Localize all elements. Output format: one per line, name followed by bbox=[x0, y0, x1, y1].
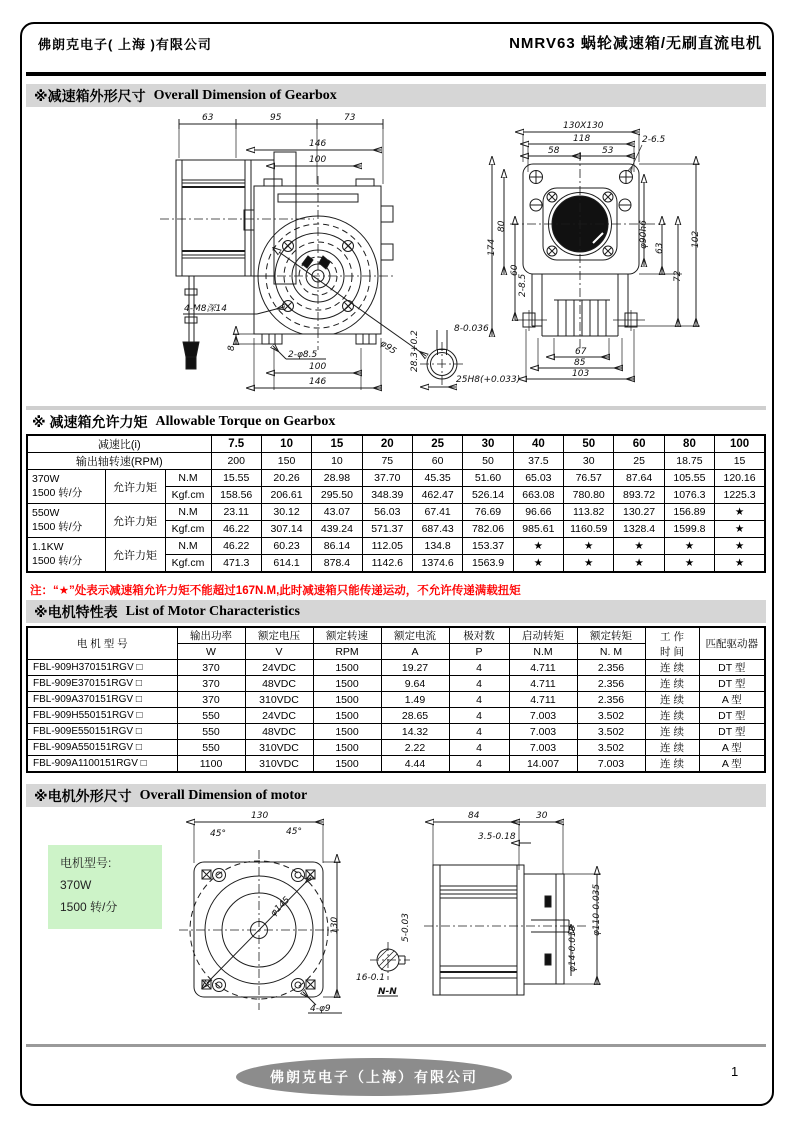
unit-cell: Kgf.cm bbox=[165, 521, 211, 538]
table-row bbox=[27, 756, 765, 773]
motor-shaft-section bbox=[356, 913, 411, 997]
cell: 550 bbox=[177, 724, 245, 740]
cell: 48VDC bbox=[245, 676, 313, 692]
cell: 1500 bbox=[313, 756, 381, 773]
cell: 4.711 bbox=[509, 676, 577, 692]
dim-3_5: 3.5-0.18 bbox=[478, 832, 516, 842]
cell: 37.70 bbox=[362, 470, 412, 487]
torque-label-cell: 允许力矩 bbox=[105, 538, 165, 573]
cell: 105.55 bbox=[664, 470, 714, 487]
cell: 200 bbox=[211, 453, 261, 470]
dim-100-top: 100 bbox=[309, 155, 327, 165]
torque-label-cell: 允许力矩 bbox=[105, 504, 165, 538]
cell: 24VDC bbox=[245, 660, 313, 676]
cell: 158.56 bbox=[211, 487, 261, 504]
cell: ★ bbox=[715, 538, 765, 555]
dim-174: 174 bbox=[487, 238, 497, 256]
dim-key-5: 5-0.03 bbox=[401, 912, 411, 942]
cell: 51.60 bbox=[463, 470, 513, 487]
cell: ★ bbox=[564, 538, 614, 555]
header-rated-torque: 额定转矩 bbox=[577, 627, 645, 644]
unit-cell: V bbox=[245, 644, 313, 660]
cell: 439.24 bbox=[312, 521, 362, 538]
dim-80: 80 bbox=[497, 220, 507, 232]
page-number: 1 bbox=[731, 1064, 739, 1079]
cell: 24VDC bbox=[245, 708, 313, 724]
power-cell bbox=[27, 470, 105, 504]
dim-bore-25: 25H8(+0.033) bbox=[456, 375, 521, 385]
cell: 206.61 bbox=[261, 487, 311, 504]
dim-72: 72 bbox=[673, 270, 683, 282]
dim-146-top: 146 bbox=[309, 139, 327, 149]
header-poles: 极对数 bbox=[449, 627, 509, 644]
dim-8: 8 bbox=[227, 345, 237, 351]
cell: 1500 bbox=[313, 676, 381, 692]
dim-58: 58 bbox=[548, 146, 560, 156]
callout-4-m8: 4-M8深14 bbox=[184, 304, 227, 314]
motor-side-view bbox=[424, 811, 602, 995]
cell: 2.356 bbox=[577, 692, 645, 708]
cell: 370 bbox=[177, 660, 245, 676]
cell: 1374.6 bbox=[412, 555, 462, 573]
cell: 4.711 bbox=[509, 692, 577, 708]
dim-84: 84 bbox=[468, 811, 480, 821]
dim-shaft-14: φ14-0.018 bbox=[568, 925, 578, 972]
table-row bbox=[27, 708, 765, 724]
cell: 20 bbox=[362, 435, 412, 453]
motor-front-view bbox=[179, 811, 342, 1014]
motor-model-speed: 1500 转/分 bbox=[60, 900, 118, 915]
cell: A 型 bbox=[699, 756, 765, 773]
header-driver: 匹配驱动器 bbox=[699, 627, 765, 660]
unit-cell: Kgf.cm bbox=[165, 555, 211, 573]
cell: 15 bbox=[715, 453, 765, 470]
cell: DT 型 bbox=[699, 708, 765, 724]
cell: 3.502 bbox=[577, 740, 645, 756]
table-row bbox=[27, 504, 765, 521]
footer-rule bbox=[26, 1044, 766, 1047]
torque-note: 注：“★”处表示减速箱允许力矩不能超过167N.M,此时减速箱只能传递运动，不允许传递满载扭矩 bbox=[30, 585, 521, 597]
cell: 1500 bbox=[313, 660, 381, 676]
cell-model: FBL-909E550151RGV □ bbox=[27, 724, 177, 740]
dim-90h6: φ90h6 bbox=[639, 220, 649, 249]
angle-45-left: 45° bbox=[210, 829, 226, 839]
cell: 985.61 bbox=[513, 521, 563, 538]
cell: 连 续 bbox=[645, 692, 699, 708]
dim-85: 85 bbox=[574, 358, 586, 368]
motor-table bbox=[26, 626, 766, 773]
cell: 550 bbox=[177, 708, 245, 724]
cell: 67.41 bbox=[412, 504, 462, 521]
dim-130-top: 130 bbox=[251, 811, 269, 821]
cell: 687.43 bbox=[412, 521, 462, 538]
table-row bbox=[27, 660, 765, 676]
cell: 130.27 bbox=[614, 504, 664, 521]
cell: 295.50 bbox=[312, 487, 362, 504]
cell: 893.72 bbox=[614, 487, 664, 504]
header-duty: 工 作 时 间 bbox=[645, 627, 699, 660]
cell: 113.82 bbox=[564, 504, 614, 521]
cell: 471.3 bbox=[211, 555, 261, 573]
unit-cell: P bbox=[449, 644, 509, 660]
cell: 307.14 bbox=[261, 521, 311, 538]
dim-145-bolt-circle: φ145 bbox=[268, 895, 293, 919]
dim-73: 73 bbox=[344, 113, 356, 123]
cell-model: FBL-909A550151RGV □ bbox=[27, 740, 177, 756]
cell: 65.03 bbox=[513, 470, 563, 487]
gearbox-dimension-drawing bbox=[26, 104, 766, 404]
dim-103: 103 bbox=[572, 369, 590, 379]
cell: A 型 bbox=[699, 740, 765, 756]
dim-118: 118 bbox=[573, 134, 591, 144]
power-label: 550W bbox=[32, 507, 60, 520]
callout-2-6_5: 2-6.5 bbox=[642, 135, 666, 145]
cell: 4.711 bbox=[509, 660, 577, 676]
cell-model: FBL-909H370151RGV □ bbox=[27, 660, 177, 676]
cell: 4 bbox=[449, 740, 509, 756]
cell: 1160.59 bbox=[564, 521, 614, 538]
gearbox-front-dims bbox=[183, 252, 426, 390]
power-label: 1.1KW bbox=[32, 541, 64, 554]
cell: 4 bbox=[449, 692, 509, 708]
gearbox-top-dims bbox=[179, 113, 383, 184]
cell: DT 型 bbox=[699, 660, 765, 676]
section-motor-characteristics bbox=[26, 600, 766, 623]
cell: 2.356 bbox=[577, 660, 645, 676]
unit-cell: A bbox=[381, 644, 449, 660]
speed-label: 1500 转/分 bbox=[32, 520, 83, 533]
cell: 20.26 bbox=[261, 470, 311, 487]
cell: ★ bbox=[614, 538, 664, 555]
table-row bbox=[27, 435, 765, 453]
section-title-en: Allowable Torque on Gearbox bbox=[155, 414, 336, 429]
cell: 1100 bbox=[177, 756, 245, 773]
torque-table bbox=[26, 434, 766, 573]
dim-130-right: 130 bbox=[330, 916, 340, 934]
cell: 60 bbox=[614, 435, 664, 453]
cell: ★ bbox=[513, 555, 563, 573]
cell: 14.32 bbox=[381, 724, 449, 740]
cell: 1599.8 bbox=[664, 521, 714, 538]
table-row bbox=[27, 724, 765, 740]
cell: 4.44 bbox=[381, 756, 449, 773]
motor-model-title: 电机型号: bbox=[60, 856, 112, 870]
callout-2-8_5: 2-φ8.5 bbox=[288, 350, 318, 360]
cell: 18.75 bbox=[664, 453, 714, 470]
cell: ★ bbox=[715, 504, 765, 521]
footer-company-oval: 佛朗克电子（上海）有限公司 bbox=[236, 1058, 512, 1096]
cell: DT 型 bbox=[699, 724, 765, 740]
cell: 连 续 bbox=[645, 676, 699, 692]
cell: 19.27 bbox=[381, 660, 449, 676]
cell: 150 bbox=[261, 453, 311, 470]
cell: ★ bbox=[664, 555, 714, 573]
cell: ★ bbox=[564, 555, 614, 573]
cell: 48VDC bbox=[245, 724, 313, 740]
cell: 10 bbox=[312, 453, 362, 470]
speed-label: 1500 转/分 bbox=[32, 486, 83, 499]
cell: ★ bbox=[513, 538, 563, 555]
cell: 550 bbox=[177, 740, 245, 756]
cell: 80 bbox=[664, 435, 714, 453]
cell: 3.502 bbox=[577, 724, 645, 740]
unit-cell: N.M bbox=[509, 644, 577, 660]
dim-60: 60 bbox=[510, 264, 520, 276]
cell: 23.11 bbox=[211, 504, 261, 521]
cell: 1500 bbox=[313, 724, 381, 740]
dim-diag-95: φ95 bbox=[377, 338, 398, 357]
ratio-label-cell: 减速比(i) bbox=[27, 435, 211, 453]
callout-4-9: 4-φ9 bbox=[310, 1004, 331, 1014]
power-cell bbox=[27, 504, 105, 538]
table-row bbox=[27, 740, 765, 756]
callout-2-8_5-side: 2-8.5 bbox=[518, 273, 528, 297]
cell: A 型 bbox=[699, 692, 765, 708]
cell: ★ bbox=[614, 555, 664, 573]
cell: 28.65 bbox=[381, 708, 449, 724]
cell-model: FBL-909A370151RGV □ bbox=[27, 692, 177, 708]
cell: 15 bbox=[312, 435, 362, 453]
cell: 46.22 bbox=[211, 521, 261, 538]
section-title-zh: ※电机特性表 bbox=[34, 603, 118, 620]
cell: 1142.6 bbox=[362, 555, 412, 573]
cell: 663.08 bbox=[513, 487, 563, 504]
power-cell bbox=[27, 538, 105, 573]
cell: 4 bbox=[449, 708, 509, 724]
speed-label: 1500 转/分 bbox=[32, 554, 83, 567]
cell: 1500 bbox=[313, 740, 381, 756]
dim-63-side: 63 bbox=[655, 242, 665, 254]
section-title-zh: ※ 减速箱允许力矩 bbox=[32, 414, 148, 430]
cell: 348.39 bbox=[362, 487, 412, 504]
dim-53: 53 bbox=[602, 146, 614, 156]
cell: 40 bbox=[513, 435, 563, 453]
cell: 7.003 bbox=[577, 756, 645, 773]
header-current: 额定电流 bbox=[381, 627, 449, 644]
cell: 782.06 bbox=[463, 521, 513, 538]
cell: 87.64 bbox=[614, 470, 664, 487]
cell: 56.03 bbox=[362, 504, 412, 521]
dim-keyway-28_3: 28.3+0.2 bbox=[410, 330, 420, 372]
cell-model: FBL-909E370151RGV □ bbox=[27, 676, 177, 692]
cell: 60.23 bbox=[261, 538, 311, 555]
cell: 1225.3 bbox=[715, 487, 765, 504]
cell: 75 bbox=[362, 453, 412, 470]
dim-key-8: 8-0.036 bbox=[454, 324, 489, 334]
cell: 370 bbox=[177, 676, 245, 692]
cell: 462.47 bbox=[412, 487, 462, 504]
gearbox-front-view bbox=[244, 176, 396, 350]
unit-cell: N.M bbox=[165, 504, 211, 521]
cell: 30 bbox=[463, 435, 513, 453]
table-row bbox=[27, 453, 765, 470]
dim-146-bottom: 146 bbox=[309, 377, 327, 387]
cell: 45.35 bbox=[412, 470, 462, 487]
cell: 连 续 bbox=[645, 756, 699, 773]
cell: DT 型 bbox=[699, 676, 765, 692]
unit-cell: RPM bbox=[313, 644, 381, 660]
cell: 526.14 bbox=[463, 487, 513, 504]
cell: 370 bbox=[177, 692, 245, 708]
cell: 46.22 bbox=[211, 538, 261, 555]
cell: 7.003 bbox=[509, 708, 577, 724]
table-row bbox=[27, 676, 765, 692]
unit-cell: N.M bbox=[165, 538, 211, 555]
cell: 4 bbox=[449, 676, 509, 692]
unit-cell: Kgf.cm bbox=[165, 487, 211, 504]
table-row bbox=[27, 538, 765, 555]
cell: 28.98 bbox=[312, 470, 362, 487]
cell: 30 bbox=[564, 453, 614, 470]
cell: ★ bbox=[715, 555, 765, 573]
cell: 9.64 bbox=[381, 676, 449, 692]
table-row bbox=[27, 692, 765, 708]
cell: 25 bbox=[614, 453, 664, 470]
cell: 1076.3 bbox=[664, 487, 714, 504]
section-name: N-N bbox=[378, 987, 397, 997]
cell: 112.05 bbox=[362, 538, 412, 555]
cell: 96.66 bbox=[513, 504, 563, 521]
cell: 310VDC bbox=[245, 692, 313, 708]
rpm-label-cell: 输出轴转速(RPM) bbox=[27, 453, 211, 470]
cell: 7.003 bbox=[509, 724, 577, 740]
cell: 14.007 bbox=[509, 756, 577, 773]
cell: 4 bbox=[449, 724, 509, 740]
motor-dimension-drawing bbox=[26, 808, 766, 1040]
cell: 1.49 bbox=[381, 692, 449, 708]
cell: 2.356 bbox=[577, 676, 645, 692]
dim-16: 16-0.1 bbox=[356, 973, 386, 983]
gearbox-side-dims bbox=[487, 121, 701, 381]
cell: 156.89 bbox=[664, 504, 714, 521]
dim-63: 63 bbox=[202, 113, 214, 123]
header-voltage: 额定电压 bbox=[245, 627, 313, 644]
unit-cell: W bbox=[177, 644, 245, 660]
cell: 连 续 bbox=[645, 708, 699, 724]
table-row bbox=[27, 470, 765, 487]
cell: 614.1 bbox=[261, 555, 311, 573]
cell: 1563.9 bbox=[463, 555, 513, 573]
cell: 43.07 bbox=[312, 504, 362, 521]
angle-45-right: 45° bbox=[286, 827, 302, 837]
dim-130x130: 130X130 bbox=[563, 121, 604, 131]
cell: ★ bbox=[715, 521, 765, 538]
dim-102: 102 bbox=[691, 230, 701, 248]
cell: 7.5 bbox=[211, 435, 261, 453]
cell: 60 bbox=[412, 453, 462, 470]
header-power: 输出功率 bbox=[177, 627, 245, 644]
cell: 878.4 bbox=[312, 555, 362, 573]
doc-title: NMRV63 蜗轮减速箱/无刷直流电机 bbox=[509, 35, 762, 52]
cell: 1328.4 bbox=[614, 521, 664, 538]
cell: 100 bbox=[715, 435, 765, 453]
section-title-en: Overall Dimension of Gearbox bbox=[153, 87, 337, 103]
table-row bbox=[27, 627, 765, 644]
section-divider bbox=[26, 406, 766, 410]
cell: 780.80 bbox=[564, 487, 614, 504]
cell: 15.55 bbox=[211, 470, 261, 487]
company-name: 佛朗克电子( 上海 )有限公司 bbox=[38, 37, 212, 52]
cell: 153.37 bbox=[463, 538, 513, 555]
cell: 2.22 bbox=[381, 740, 449, 756]
section-title-en: Overall Dimension of motor bbox=[139, 787, 308, 803]
cell: 134.8 bbox=[412, 538, 462, 555]
cell: 连 续 bbox=[645, 724, 699, 740]
cell: 4 bbox=[449, 756, 509, 773]
section-motor-dimension bbox=[26, 784, 766, 807]
cell: 76.57 bbox=[564, 470, 614, 487]
dim-pilot-110: φ110-0.035 bbox=[592, 883, 602, 936]
dim-100-bottom: 100 bbox=[309, 362, 327, 372]
cell: 4 bbox=[449, 660, 509, 676]
cell: 37.5 bbox=[513, 453, 563, 470]
header-start-torque: 启动转矩 bbox=[509, 627, 577, 644]
motor-model-power: 370W bbox=[60, 878, 92, 893]
cell: 10 bbox=[261, 435, 311, 453]
cell: 120.16 bbox=[715, 470, 765, 487]
dim-95: 95 bbox=[270, 113, 282, 123]
cell-model: FBL-909A1100151RGV □ bbox=[27, 756, 177, 773]
cell: 30.12 bbox=[261, 504, 311, 521]
unit-cell: N. M bbox=[577, 644, 645, 660]
cell-model: FBL-909H550151RGV □ bbox=[27, 708, 177, 724]
cell: 310VDC bbox=[245, 756, 313, 773]
cell: 7.003 bbox=[509, 740, 577, 756]
power-label: 370W bbox=[32, 473, 60, 486]
torque-label-cell: 允许力矩 bbox=[105, 470, 165, 504]
cell: 50 bbox=[463, 453, 513, 470]
section-title-zh: ※电机外形尺寸 bbox=[34, 787, 132, 804]
cell: 571.37 bbox=[362, 521, 412, 538]
cell: 1500 bbox=[313, 708, 381, 724]
unit-cell: N.M bbox=[165, 470, 211, 487]
dim-67: 67 bbox=[575, 347, 587, 357]
cell: 25 bbox=[412, 435, 462, 453]
cell: 连 续 bbox=[645, 660, 699, 676]
section-title-zh: ※减速箱外形尺寸 bbox=[34, 87, 146, 104]
cell: 50 bbox=[564, 435, 614, 453]
gearbox-side-view bbox=[510, 152, 666, 350]
cell: 86.14 bbox=[312, 538, 362, 555]
header-rule bbox=[26, 72, 766, 76]
dim-30: 30 bbox=[536, 811, 548, 821]
cell: 连 续 bbox=[645, 740, 699, 756]
cell: 310VDC bbox=[245, 740, 313, 756]
cell: 3.502 bbox=[577, 708, 645, 724]
header-speed: 额定转速 bbox=[313, 627, 381, 644]
header-model: 电 机 型 号 bbox=[27, 627, 177, 660]
cell: 76.69 bbox=[463, 504, 513, 521]
section-title-en: List of Motor Characteristics bbox=[125, 603, 300, 619]
cell: 1500 bbox=[313, 692, 381, 708]
cell: ★ bbox=[664, 538, 714, 555]
section-allowable-torque bbox=[32, 412, 335, 432]
gearbox-bore-detail bbox=[410, 324, 520, 388]
